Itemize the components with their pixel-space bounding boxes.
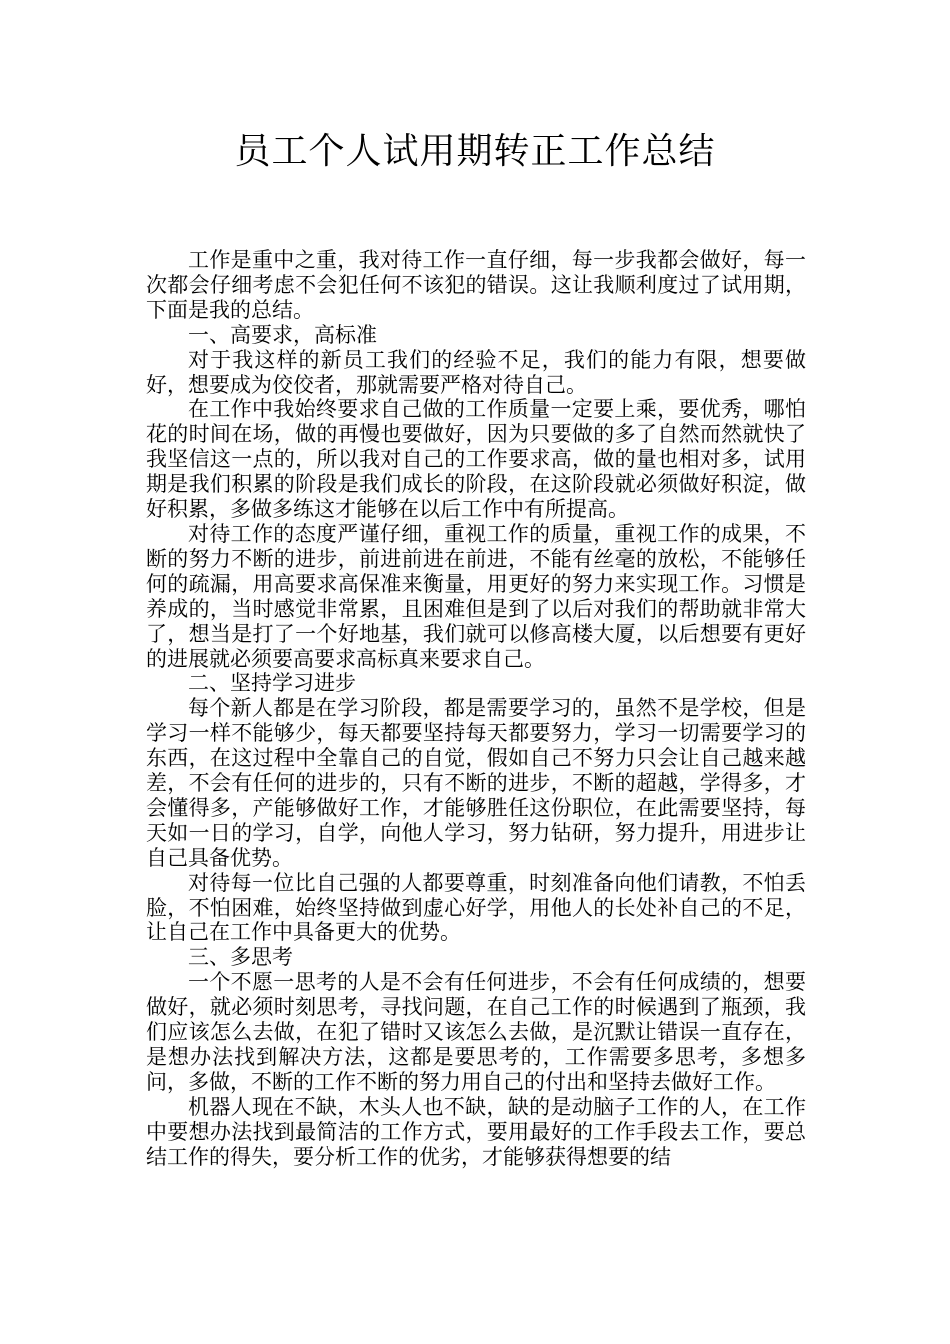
paragraph: 对待每一位比自己强的人都要尊重，时刻准备向他们请教，不怕丢脸，不怕困难，始终坚持做到虚心好学，用他人的长处补自己的不足，让自己在工作中具备更大的优势。 [146, 870, 806, 945]
document-title: 员工个人试用期转正工作总结 [234, 131, 716, 172]
document-body [146, 248, 806, 1170]
paragraph: 对于我这样的新员工我们的经验不足，我们的能力有限，想要做好，想要成为佼佼者，那就需要严格对待自己。 [146, 347, 806, 397]
paragraph: 每个新人都是在学习阶段，都是需要学习的，虽然不是学校，但是学习一样不能够少，每天都要坚持每天都要努力，学习一切需要学习的东西，在这过程中全靠自己的自觉，假如自己不努力只会让自己越来越差，不会有任何的进步的，只有不断的进步，不断的超越，学得多，才会懂得多，产能够做好工作，才能够胜任这份职位，在此需要坚持，每天如一日的学习，自学，向他人学习，努力钻研，努力提升，用进步让自己具备优势。 [146, 696, 806, 870]
paragraph-intro: 工作是重中之重，我对待工作一直仔细，每一步我都会做好，每一次都会仔细考虑不会犯任何不该犯的错误。这让我顺利度过了试用期，下面是我的总结。 [146, 248, 806, 322]
section-heading-2: 二、坚持学习进步 [188, 671, 356, 696]
section-heading-1: 一、高要求，高标准 [188, 322, 377, 347]
paragraph: 在工作中我始终要求自己做的工作质量一定要上乘，要优秀，哪怕花的时间在场，做的再慢也要做好，因为只要做的多了自然而然就快了我坚信这一点的，所以我对自己的工作要求高，做的量也相对多，试用期是我们积累的阶段是我们成长的阶段，在这阶段就必须做好积淀，做好积累，多做多练这才能够在以后工作中有所提高。 [146, 397, 806, 522]
paragraph: 机器人现在不缺，木头人也不缺，缺的是动脑子工作的人，在工作中要想办法找到最简洁的工作方式，要用最好的工作手段去工作，要总结工作的得失，要分析工作的优劣，才能够获得想要的结 [146, 1094, 806, 1169]
paragraph: 一个不愿一思考的人是不会有任何进步，不会有任何成绩的，想要做好，就必须时刻思考，寻找问题，在自己工作的时候遇到了瓶颈，我们应该怎么去做，在犯了错时又该怎么去做，是沉默让错误一直存在，是想办法找到解决方法，这都是要思考的，工作需要多思考，多想多问，多做，不断的工作不断的努力用自己的付出和坚持去做好工作。 [146, 970, 806, 1094]
paragraph: 对待工作的态度严谨仔细，重视工作的质量，重视工作的成果，不断的努力不断的进步，前进前进在前进，不能有丝毫的放松，不能够任何的疏漏，用高要求高保准来衡量，用更好的努力来实现工作。习惯是养成的，当时感觉非常累，且困难但是到了以后对我们的帮助就非常大了，想当是打了一个好地基，我们就可以修高楼大厦，以后想要有更好的进展就必须要高要求高标真来要求自己。 [146, 521, 806, 671]
section-heading-3: 三、多思考 [188, 945, 293, 970]
